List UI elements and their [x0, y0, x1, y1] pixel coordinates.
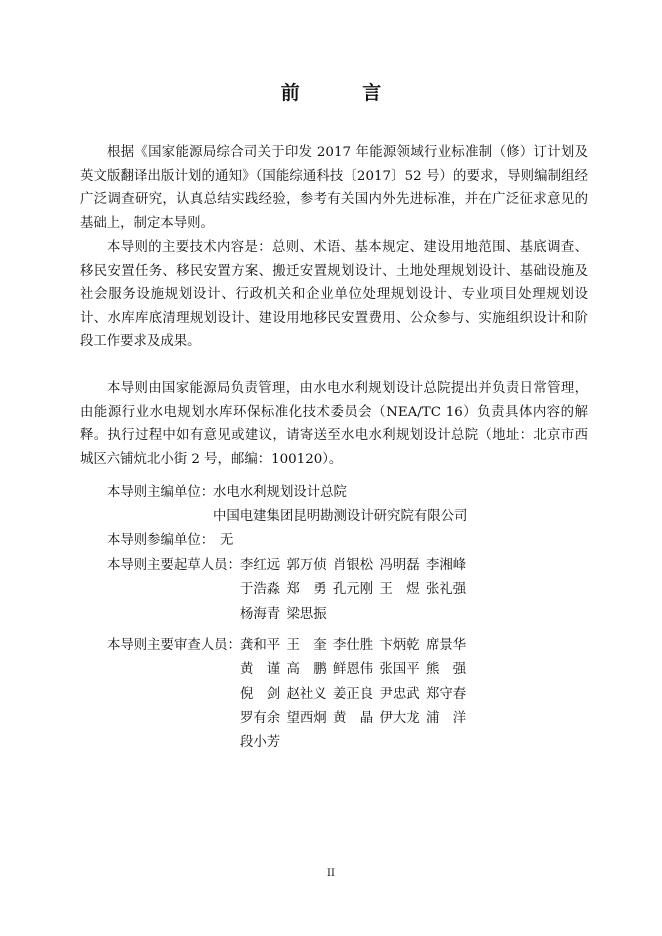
person-name: 李仕胜: [333, 638, 374, 653]
page-title: 前 言: [280, 82, 410, 104]
person-name: 鲜恩伟: [333, 662, 374, 678]
paragraph-basis: 根据《国家能源局综合司关于印发 2017 年能源领域行业标准制（修）订计划及英文版翻译出版计划的通知》（国能综通科技〔2017〕52 号）的要求，导则编制组经广泛调查研究，认真总结实践经验，参考有关国内外先进标准，并在广泛征求意见的基础上，制定本导则。: [80, 145, 588, 231]
person-name: 黄 谨: [240, 662, 281, 678]
person-name: 于浩淼: [240, 582, 281, 598]
person-name: 姜正良: [333, 686, 374, 702]
person-name: 王 奎: [286, 638, 327, 653]
reviewer-label: 本导则主要审查人员：: [107, 638, 241, 653]
person-name: 席景华: [426, 638, 467, 653]
editor-label: 本导则主编单位：: [107, 485, 215, 500]
person-name: 龚和平: [240, 638, 281, 653]
person-name: 熊 强: [426, 662, 467, 678]
person-name: 王 煜: [379, 582, 420, 598]
person-name: 郑守春: [426, 686, 467, 702]
person-name: 伊大龙: [379, 710, 420, 726]
person-name: 郭万侦: [286, 558, 327, 573]
person-name: 黄 晶: [333, 710, 374, 726]
person-name: 杨海青: [240, 606, 281, 622]
person-name: 张礼强: [426, 582, 467, 598]
person-name: 浦 洋: [426, 710, 467, 726]
person-name: 张国平: [379, 662, 420, 678]
person-name: 赵社义: [286, 686, 327, 702]
person-name: 李红远: [240, 558, 281, 573]
editor-org-1: 水电水利规划设计总院: [213, 485, 347, 500]
person-name: 尹忠武: [379, 686, 420, 702]
drafter-label: 本导则主要起草人员：: [107, 558, 241, 573]
editor-org-2: 中国电建集团昆明勘测设计研究院有限公司: [213, 509, 468, 524]
person-name: 倪 剑: [240, 686, 281, 702]
person-name: 梁思振: [286, 606, 327, 622]
person-name: 肖银松: [333, 558, 374, 573]
person-name: 郑 勇: [286, 582, 327, 598]
paragraph-management: 本导则由国家能源局负责管理，由水电水利规划设计总院提出并负责日常管理，由能源行业水电规划水库环保标准化技术委员会（NEA/TC 16）负责具体内容的解释。执行过程中如有意见或建议，请寄送至水电水利规划设计总院（地址：北京市西城区六铺炕北小街 2 号，邮编：100120）。: [80, 381, 588, 467]
person-name: 冯明磊: [379, 558, 420, 573]
person-name: 高 鹏: [286, 662, 327, 678]
paragraph-contents: 本导则的主要技术内容是：总则、术语、基本规定、建设用地范围、基底调查、移民安置任务、移民安置方案、搬迁安置规划设计、土地处理规划设计、基础设施及社会服务设施规划设计、行政机关和企业单位处理规划设计、专业项目处理规划设计、水库库底清理规划设计、建设用地移民安置费用、公众参与、实施组织设计和阶段工作要求及成果。: [80, 240, 588, 350]
person-name: 卞炳乾: [379, 638, 420, 653]
page-number: II: [327, 868, 335, 879]
person-name: 孔元刚: [333, 582, 374, 598]
person-name: 段小芳: [240, 735, 281, 751]
participant-label: 本导则参编单位：: [107, 533, 215, 548]
person-name: 罗有余: [240, 710, 281, 726]
person-name: 望西炯: [286, 710, 327, 726]
person-name: 李湘峰: [426, 558, 467, 573]
participant-value: 无: [220, 533, 234, 548]
